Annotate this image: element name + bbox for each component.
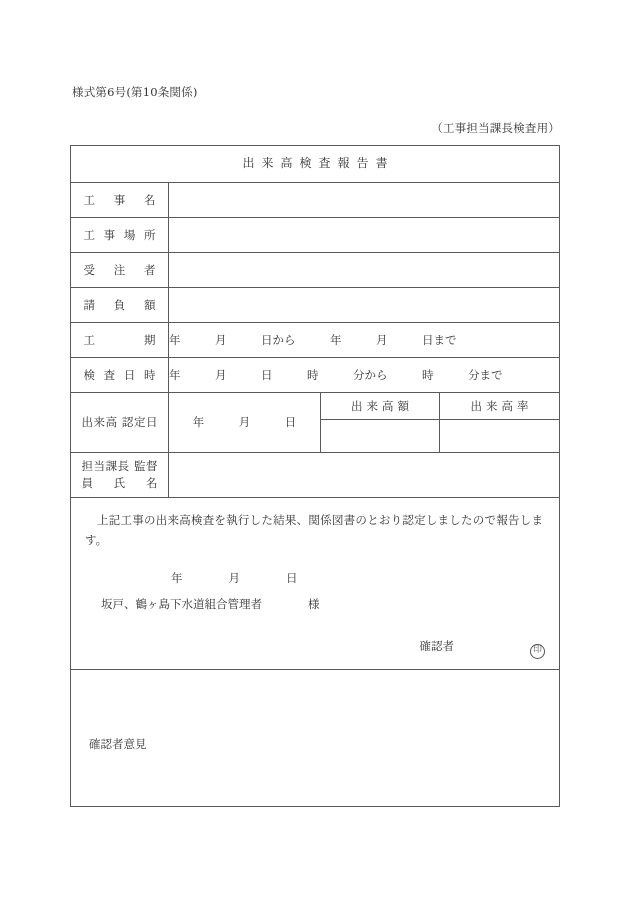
table-row (71, 183, 560, 218)
statement-addressee: 坂戸、鶴ヶ島下水道組合管理者 様 (101, 596, 320, 611)
report-title-cell (71, 146, 560, 183)
label-text: 請負額 (83, 297, 156, 312)
label-construction-period (71, 323, 169, 358)
table-row-title (71, 146, 560, 183)
table-row (71, 253, 560, 288)
form-code-label: 様式第6号(第10条関係) (72, 85, 198, 99)
field-inspection-datetime[interactable] (169, 358, 560, 393)
label-text: 出来高 認定日 (81, 414, 158, 429)
field-project-location[interactable] (169, 218, 560, 253)
usage-note-label: （工事担当課長検査用） (431, 121, 560, 135)
statement-body (71, 498, 559, 669)
table-row-approval-head (71, 393, 560, 420)
field-value: 年 月 日 (192, 415, 297, 430)
table-row (71, 358, 560, 393)
statement-date-line[interactable]: 年 月 日 (171, 571, 298, 586)
field-approval-date[interactable] (169, 393, 321, 453)
table-row (71, 453, 560, 498)
header-text: 出来高額 (351, 398, 413, 413)
field-supervisor-name[interactable] (169, 453, 560, 498)
label-text: 工事名 (83, 192, 156, 207)
field-contract-amount[interactable] (169, 288, 560, 323)
report-title: 出来高検査報告書 (242, 156, 395, 171)
label-supervisor-name (71, 453, 169, 498)
statement-cell (71, 498, 560, 670)
opinion-cell[interactable] (71, 670, 560, 807)
statement-paragraph: 上記工事の出来高検査を執行した結果、関係図書のとおり認定しましたので報告します。 (85, 513, 544, 548)
field-construction-period[interactable] (169, 323, 560, 358)
label-contractor (71, 253, 169, 288)
label-text: 検査日時 (83, 367, 156, 382)
field-contractor[interactable] (169, 253, 560, 288)
field-project-name[interactable] (169, 183, 560, 218)
label-text: 担当課長 監督員氏名 (81, 458, 158, 490)
table-row (71, 323, 560, 358)
opinion-label: 確認者意見 (89, 736, 147, 751)
label-inspection-datetime (71, 358, 169, 393)
label-contract-amount (71, 288, 169, 323)
field-value: 年 月 日から 年 月 日まで (169, 332, 457, 347)
confirmer-signature-line (420, 638, 546, 659)
label-text: 工事場所 (83, 227, 156, 242)
label-approval-date (71, 393, 169, 453)
inspection-report-table (70, 145, 560, 807)
label-project-location (71, 218, 169, 253)
seal-stamp-icon[interactable]: 印 (530, 644, 545, 659)
field-completed-rate[interactable] (440, 420, 560, 453)
table-row (71, 218, 560, 253)
header-completed-amount (321, 393, 440, 420)
label-project-name (71, 183, 169, 218)
label-text: 工期 (83, 332, 156, 347)
header-text: 出来高率 (470, 398, 533, 413)
header-completed-rate (440, 393, 560, 420)
field-completed-amount[interactable] (321, 420, 440, 453)
table-row-opinion (71, 670, 560, 807)
table-row (71, 288, 560, 323)
table-row-statement (71, 498, 560, 670)
confirmer-label: 確認者 (419, 639, 455, 653)
label-text: 受注者 (83, 262, 156, 277)
field-value: 年 月 日 時 分から 時 分まで (169, 367, 503, 382)
